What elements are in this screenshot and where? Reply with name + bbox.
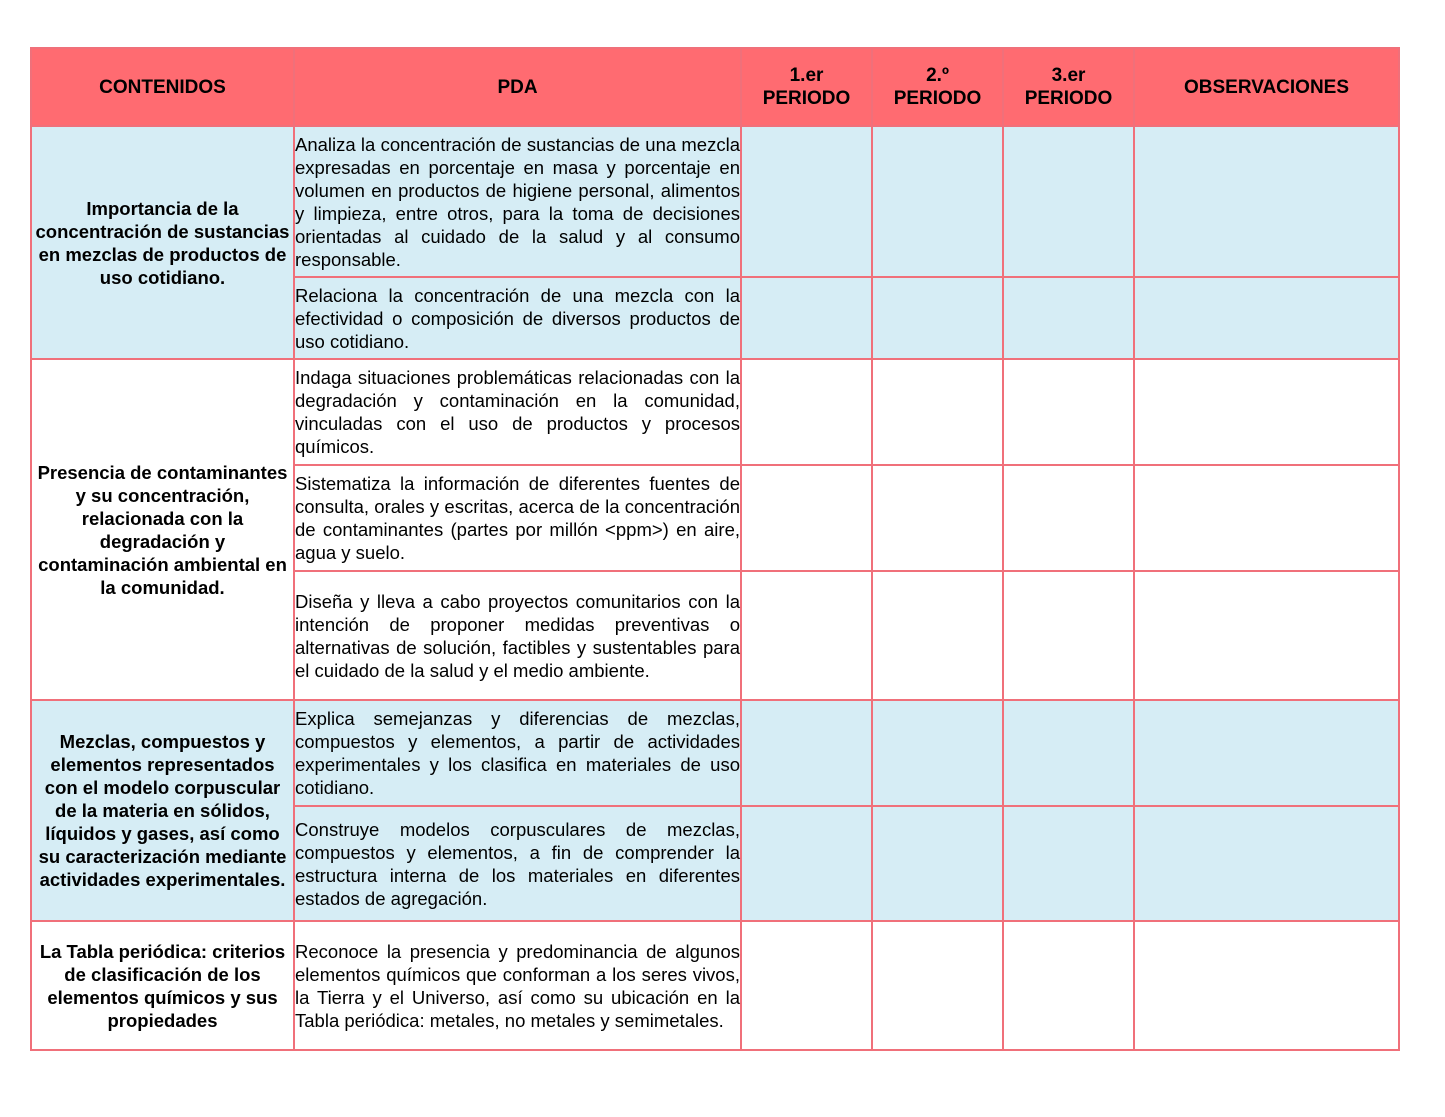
periodo-3-cell[interactable] xyxy=(1003,465,1134,571)
contenido-cell: Presencia de contaminantes y su concentración, relacionada con la degradación y contaminación ambiental en la comunidad. xyxy=(31,359,294,700)
periodo-3-cell[interactable] xyxy=(1003,126,1134,277)
periodo-3-cell[interactable] xyxy=(1003,921,1134,1050)
observaciones-cell[interactable] xyxy=(1134,126,1399,277)
header-periodo-1 xyxy=(741,48,872,126)
periodo-1-cell[interactable] xyxy=(741,921,872,1050)
header-periodo-2-label: PERIODO xyxy=(893,88,982,109)
table-row xyxy=(31,700,1399,806)
pda-cell: Relaciona la concentración de una mezcla con la efectividad o composición de diversos productos de uso cotidiano. xyxy=(294,277,741,359)
periodo-1-cell[interactable] xyxy=(741,277,872,359)
pda-cell: Explica semejanzas y diferencias de mezclas, compuestos y elementos, a partir de actividades experimentales y los clasifica en materiales de uso cotidiano. xyxy=(294,700,741,806)
periodo-3-cell[interactable] xyxy=(1003,571,1134,700)
observaciones-cell[interactable] xyxy=(1134,921,1399,1050)
header-periodo-1-number: 1.er xyxy=(789,65,824,86)
periodo-2-cell[interactable] xyxy=(872,126,1003,277)
header-row xyxy=(31,48,1399,126)
pda-cell: Diseña y lleva a cabo proyectos comunitarios con la intención de proponer medidas preventivas o alternativas de solución, factibles y sustentables para el cuidado de la salud y el medio ambiente. xyxy=(294,571,741,700)
table-row xyxy=(31,359,1399,465)
periodo-2-cell[interactable] xyxy=(872,277,1003,359)
pda-cell: Construye modelos corpusculares de mezclas, compuestos y elementos, a fin de comprender la estructura interna de los materiales en diferentes estados de agregación. xyxy=(294,806,741,921)
header-periodo-3-label: PERIODO xyxy=(1024,88,1113,109)
observaciones-cell[interactable] xyxy=(1134,700,1399,806)
header-periodo-2-number: 2.º xyxy=(926,65,949,86)
header-periodo-3-number: 3.er xyxy=(1051,65,1086,86)
pda-cell: Reconoce la presencia y predominancia de algunos elementos químicos que conforman a los seres vivos, la Tierra y el Universo, así como su ubicación en la Tabla periódica: metales, no metales y semimetales. xyxy=(294,921,741,1050)
observaciones-cell[interactable] xyxy=(1134,571,1399,700)
observaciones-cell[interactable] xyxy=(1134,806,1399,921)
contenido-cell: Importancia de la concentración de sustancias en mezclas de productos de uso cotidiano. xyxy=(31,126,294,359)
planning-table xyxy=(30,47,1400,1051)
pda-cell: Indaga situaciones problemáticas relacionadas con la degradación y contaminación en la comunidad, vinculadas con el uso de productos y procesos químicos. xyxy=(294,359,741,465)
observaciones-cell[interactable] xyxy=(1134,277,1399,359)
periodo-1-cell[interactable] xyxy=(741,806,872,921)
periodo-3-cell[interactable] xyxy=(1003,359,1134,465)
table-row xyxy=(31,126,1399,277)
observaciones-cell[interactable] xyxy=(1134,359,1399,465)
periodo-3-cell[interactable] xyxy=(1003,277,1134,359)
periodo-3-cell[interactable] xyxy=(1003,806,1134,921)
periodo-2-cell[interactable] xyxy=(872,700,1003,806)
header-pda: PDA xyxy=(294,48,741,126)
periodo-1-cell[interactable] xyxy=(741,465,872,571)
observaciones-cell[interactable] xyxy=(1134,465,1399,571)
periodo-2-cell[interactable] xyxy=(872,465,1003,571)
periodo-3-cell[interactable] xyxy=(1003,700,1134,806)
periodo-1-cell[interactable] xyxy=(741,571,872,700)
header-periodo-1-label: PERIODO xyxy=(762,88,851,109)
header-periodo-3 xyxy=(1003,48,1134,126)
periodo-2-cell[interactable] xyxy=(872,806,1003,921)
periodo-1-cell[interactable] xyxy=(741,126,872,277)
contenido-cell: Mezclas, compuestos y elementos representados con el modelo corpuscular de la materia en sólidos, líquidos y gases, así como su caracterización mediante actividades experimentales. xyxy=(31,700,294,921)
pda-cell: Analiza la concentración de sustancias de una mezcla expresadas en porcentaje en masa y porcentaje en volumen en productos de higiene personal, alimentos y limpieza, entre otros, para la toma de decisiones orientadas al cuidado de la salud y al consumo responsable. xyxy=(294,126,741,277)
periodo-2-cell[interactable] xyxy=(872,921,1003,1050)
table-row xyxy=(31,921,1399,1050)
periodo-1-cell[interactable] xyxy=(741,700,872,806)
periodo-2-cell[interactable] xyxy=(872,359,1003,465)
header-periodo-2 xyxy=(872,48,1003,126)
contenido-cell: La Tabla periódica: criterios de clasificación de los elementos químicos y sus propiedades xyxy=(31,921,294,1050)
periodo-2-cell[interactable] xyxy=(872,571,1003,700)
pda-cell: Sistematiza la información de diferentes fuentes de consulta, orales y escritas, acerca de la concentración de contaminantes (partes por millón <ppm>) en aire, agua y suelo. xyxy=(294,465,741,571)
periodo-1-cell[interactable] xyxy=(741,359,872,465)
header-observaciones: OBSERVACIONES xyxy=(1134,48,1399,126)
header-contenidos: CONTENIDOS xyxy=(31,48,294,126)
